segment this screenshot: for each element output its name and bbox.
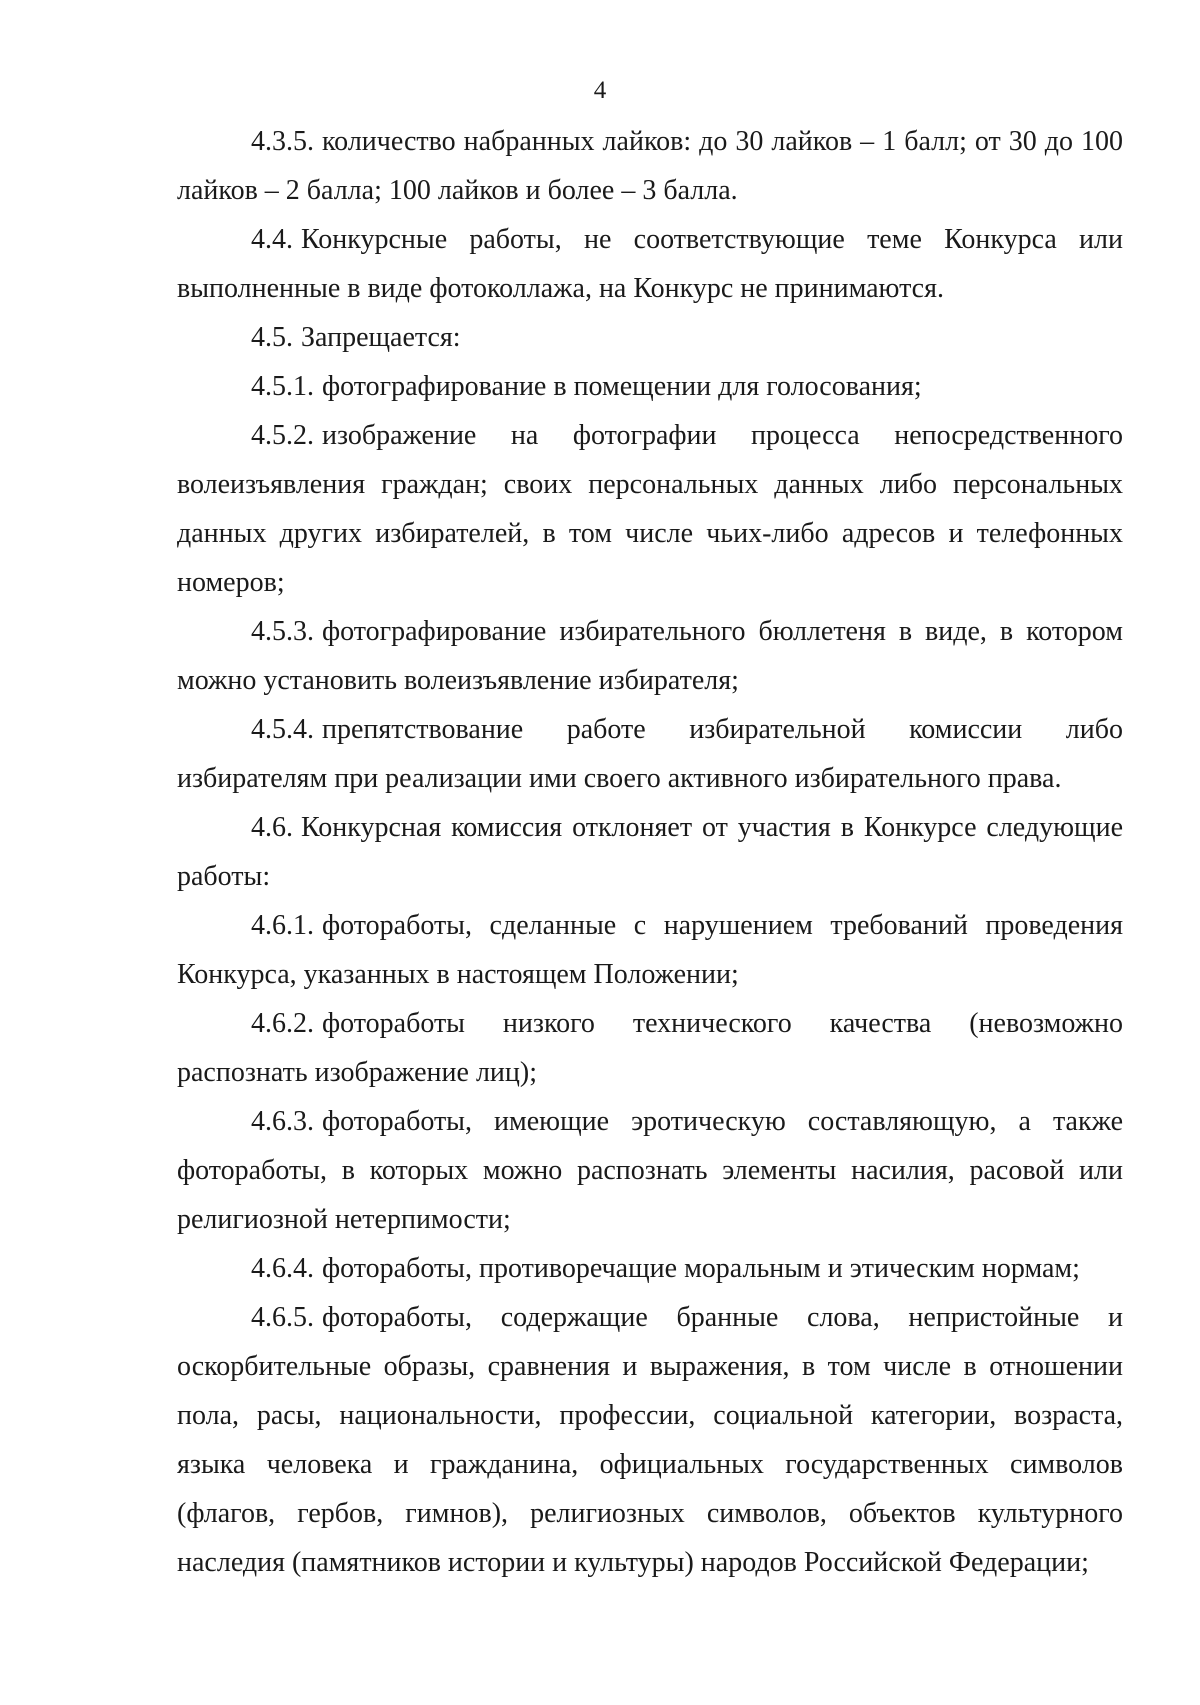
paragraph-4-6-3 (177, 1097, 1123, 1244)
page-number: 4 (593, 77, 607, 104)
paragraph-4-5 (177, 313, 1123, 362)
paragraph-4-6-2 (177, 999, 1123, 1097)
paragraph-number: 4.6.1. (251, 910, 314, 941)
paragraph-4-6 (177, 803, 1123, 901)
paragraph-number: 4.4. (251, 224, 293, 255)
paragraph-text: фотографирование в помещении для голосования; (322, 371, 922, 402)
paragraph-4-3-5 (177, 117, 1123, 215)
paragraph-4-6-4 (177, 1244, 1123, 1293)
paragraph-number: 4.5.4. (251, 714, 314, 745)
paragraph-4-5-2 (177, 411, 1123, 607)
paragraph-text: Запрещается: (301, 322, 461, 353)
paragraph-number: 4.3.5. (251, 126, 314, 157)
paragraph-number: 4.6.4. (251, 1253, 314, 1284)
paragraph-text: фотоработы, сделанные с нарушением требований проведения Конкурса, указанных в настоящем Положении; (177, 910, 1123, 990)
paragraph-number: 4.6. (251, 812, 293, 843)
paragraph-text: Конкурсная комиссия отклоняет от участия в Конкурсе следующие работы: (177, 812, 1123, 892)
paragraph-4-6-1 (177, 901, 1123, 999)
paragraph-4-4 (177, 215, 1123, 313)
paragraph-text: количество набранных лайков: до 30 лайков – 1 балл; от 30 до 100 лайков – 2 балла; 100 лайков и более – 3 балла. (177, 126, 1123, 206)
paragraph-text: фотоработы, содержащие бранные слова, непристойные и оскорбительные образы, сравнения и выражения, в том числе в отношении пола, расы, национальности, профессии, социальной категории, возраста, языка человека и гражданина, официальных государственных символов (флагов, гербов, гимнов), религиозных символов, объектов культурного наследия (памятников истории и культуры) народов Российской Федерации; (177, 1302, 1123, 1578)
paragraph-4-6-5 (177, 1293, 1123, 1587)
paragraph-number: 4.5.1. (251, 371, 314, 402)
paragraph-number: 4.5.3. (251, 616, 314, 647)
paragraph-4-5-1 (177, 362, 1123, 411)
paragraph-number: 4.5. (251, 322, 293, 353)
paragraph-text: изображение на фотографии процесса непосредственного волеизъявления граждан; своих персональных данных либо персональных данных других избирателей, в том числе чьих-либо адресов и телефонных номеров; (177, 420, 1123, 598)
paragraph-number: 4.5.2. (251, 420, 314, 451)
document-body (177, 117, 1123, 1587)
paragraph-text: препятствование работе избирательной комиссии либо избирателям при реализации ими своего активного избирательного права. (177, 714, 1123, 794)
paragraph-4-5-3 (177, 607, 1123, 705)
paragraph-text: Конкурсные работы, не соответствующие теме Конкурса или выполненные в виде фотоколлажа, на Конкурс не принимаются. (177, 224, 1123, 304)
paragraph-text: фотоработы, имеющие эротическую составляющую, а также фотоработы, в которых можно распознать элементы насилия, расовой или религиозной нетерпимости; (177, 1106, 1123, 1235)
paragraph-text: фотоработы низкого технического качества (невозможно распознать изображение лиц); (177, 1008, 1123, 1088)
paragraph-number: 4.6.2. (251, 1008, 314, 1039)
paragraph-text: фотографирование избирательного бюллетеня в виде, в котором можно установить волеизъявление избирателя; (177, 616, 1123, 696)
paragraph-text: фотоработы, противоречащие моральным и этическим нормам; (322, 1253, 1080, 1284)
paragraph-4-5-4 (177, 705, 1123, 803)
paragraph-number: 4.6.3. (251, 1106, 314, 1137)
paragraph-number: 4.6.5. (251, 1302, 314, 1333)
